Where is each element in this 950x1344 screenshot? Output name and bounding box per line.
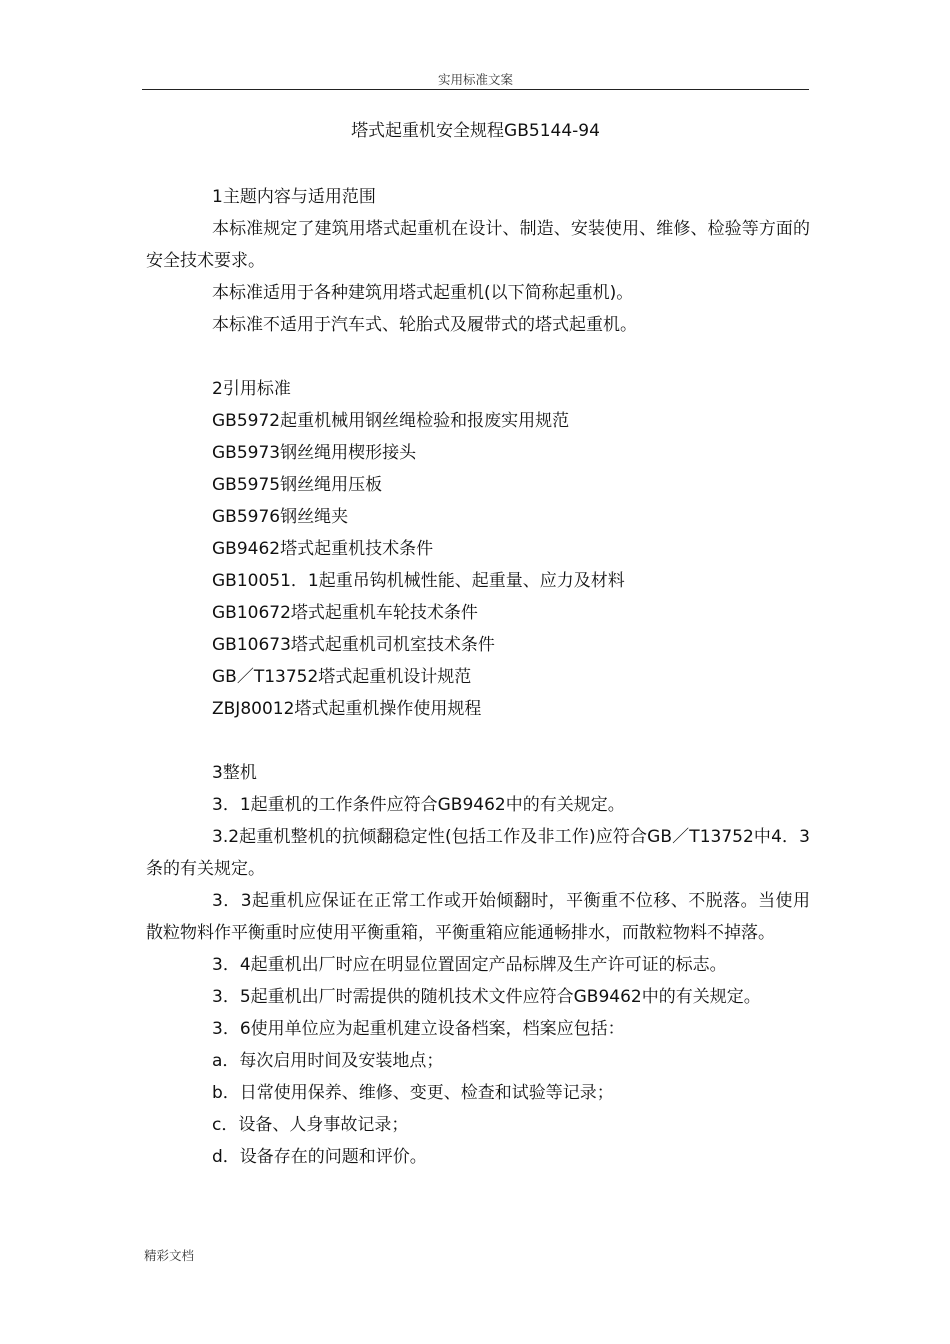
section-1-heading: 1主题内容与适用范围 bbox=[212, 187, 376, 207]
section-1-paragraph-1: 本标准规定了建筑用塔式起重机在设计、制造、安装使用、维修、检验等方面的安全技术要求。 bbox=[146, 219, 810, 271]
clause-3-4: 3．4起重机出厂时应在明显位置固定产品标牌及生产许可证的标志。 bbox=[212, 955, 727, 975]
clause-3-5: 3．5起重机出厂时需提供的随机技术文件应符合GB9462中的有关规定。 bbox=[212, 987, 761, 1007]
reference-item: GB5975钢丝绳用压板 bbox=[212, 475, 383, 495]
list-item: a．每次启用时间及安装地点； bbox=[212, 1051, 444, 1071]
reference-item: ZBJ80012塔式起重机操作使用规程 bbox=[212, 699, 482, 719]
reference-item: GB5972起重机械用钢丝绳检验和报废实用规范 bbox=[212, 411, 570, 431]
clause-3-3: 3．3起重机应保证在正常工作或开始倾翻时，平衡重不位移、不脱落。当使用散粒物料作平衡重时应使用平衡重箱，平衡重箱应能通畅排水，而散粒物料不掉落。 bbox=[146, 891, 810, 943]
clause-3-1: 3．1起重机的工作条件应符合GB9462中的有关规定。 bbox=[212, 795, 625, 815]
reference-item: GB9462塔式起重机技术条件 bbox=[212, 539, 434, 559]
reference-item: GB5976钢丝绳夹 bbox=[212, 507, 349, 527]
clause-3-6: 3．6使用单位应为起重机建立设备档案，档案应包括： bbox=[212, 1019, 625, 1039]
reference-item: GB5973钢丝绳用楔形接头 bbox=[212, 443, 417, 463]
document-title: 塔式起重机安全规程GB5144-94 bbox=[351, 121, 600, 141]
page-footer: 精彩文档 bbox=[144, 1248, 195, 1263]
reference-item: GB／T13752塔式起重机设计规范 bbox=[212, 667, 472, 687]
page-header: 实用标准文案 bbox=[142, 70, 809, 90]
spacer bbox=[146, 341, 810, 373]
section-1-paragraph-2: 本标准适用于各种建筑用塔式起重机(以下简称起重机)。 bbox=[212, 283, 634, 303]
spacer bbox=[146, 725, 810, 757]
list-item: d．设备存在的问题和评价。 bbox=[212, 1147, 427, 1167]
section-3-heading: 3整机 bbox=[212, 763, 257, 783]
list-item: b．日常使用保养、维修、变更、检查和试验等记录； bbox=[212, 1083, 614, 1103]
section-2-heading: 2引用标准 bbox=[212, 379, 291, 399]
clause-3-2: 3.2起重机整机的抗倾翻稳定性(包括工作及非工作)应符合GB／T13752中4．3条的有关规定。 bbox=[146, 827, 810, 879]
document-body bbox=[146, 181, 810, 1173]
reference-item: GB10051．1起重吊钩机械性能、起重量、应力及材料 bbox=[212, 571, 625, 591]
reference-item: GB10672塔式起重机车轮技术条件 bbox=[212, 603, 478, 623]
list-item: c．设备、人身事故记录； bbox=[212, 1115, 409, 1135]
section-1-paragraph-3: 本标准不适用于汽车式、轮胎式及履带式的塔式起重机。 bbox=[212, 315, 637, 335]
reference-item: GB10673塔式起重机司机室技术条件 bbox=[212, 635, 495, 655]
